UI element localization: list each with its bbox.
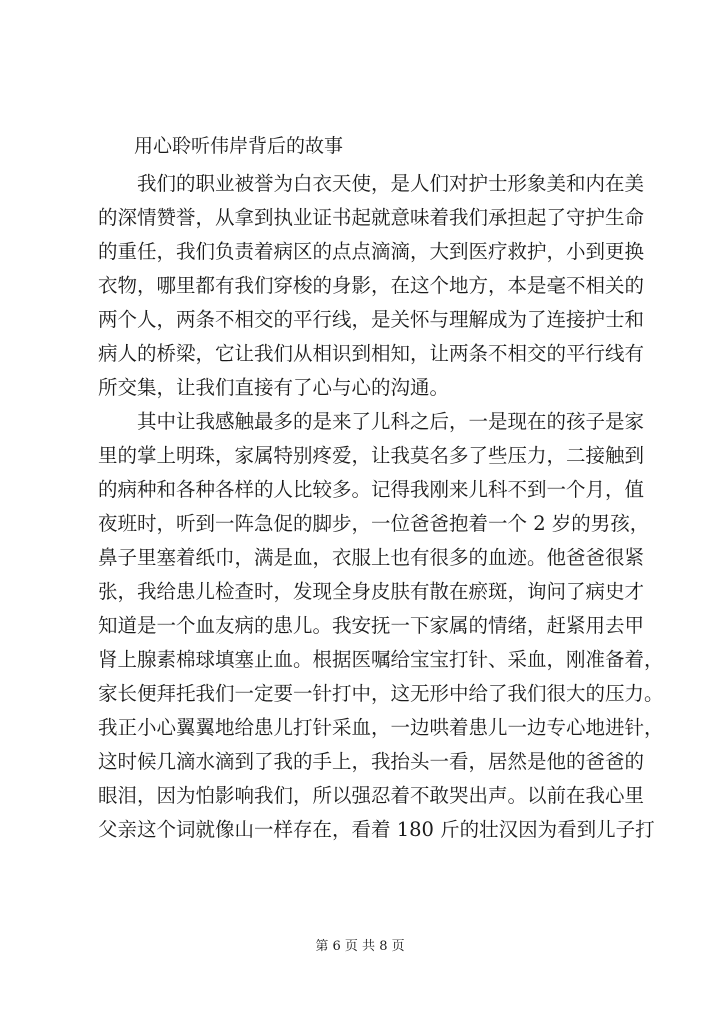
paragraph-line: 家长便拜托我们一定要一针打中，这无形中给了我们很大的压力。 — [98, 682, 664, 705]
page-number-footer: 第 6 页 共 8 页 — [315, 939, 405, 954]
paragraph-line: 两个人，两条不相交的平行线，是关怀与理解成为了连接护士和 — [98, 308, 645, 331]
paragraph-line: 我们的职业被誉为白衣天使，是人们对护士形象美和内在美 — [137, 172, 645, 195]
paragraph-line: 我正小心翼翼地给患儿打针采血，一边哄着患儿一边专心地进针， — [98, 716, 664, 739]
paragraph-line: 所交集，让我们直接有了心与心的沟通。 — [98, 376, 450, 399]
paragraph-line: 肾上腺素棉球填塞止血。根据医嘱给宝宝打针、采血，刚准备着， — [98, 648, 664, 671]
paragraph-line: 知道是一个血友病的患儿。我安抚一下家属的情绪，赶紧用去甲 — [98, 614, 645, 637]
paragraph-line: 夜班时，听到一阵急促的脚步，一位爸爸抱着一个 2 岁的男孩， — [98, 512, 650, 535]
paragraph-line: 的深情赞誉，从拿到执业证书起就意味着我们承担起了守护生命 — [98, 206, 645, 229]
paragraph-line: 张，我给患儿检查时，发现全身皮肤有散在瘀斑，询问了病史才 — [98, 580, 645, 603]
document-body — [98, 167, 664, 847]
paragraph-line: 里的掌上明珠，家属特别疼爱，让我莫名多了些压力，二接触到 — [98, 444, 645, 467]
paragraph-line: 这时候几滴水滴到了我的手上，我抬头一看，居然是他的爸爸的 — [98, 750, 645, 773]
document-title: 用心聆听伟岸背后的故事 — [134, 135, 344, 157]
paragraph-line: 其中让我感触最多的是来了儿科之后，一是现在的孩子是家 — [137, 410, 645, 433]
paragraph-line: 父亲这个词就像山一样存在，看着 180 斤的壮汉因为看到儿子打 — [98, 818, 655, 841]
paragraph-line: 的病种和各种各样的人比较多。记得我刚来儿科不到一个月，值 — [98, 478, 645, 501]
paragraph-line: 衣物，哪里都有我们穿梭的身影，在这个地方，本是毫不相关的 — [98, 274, 645, 297]
paragraph-line: 的重任，我们负责着病区的点点滴滴，大到医疗救护，小到更换 — [98, 240, 645, 263]
paragraph-line: 鼻子里塞着纸巾，满是血，衣服上也有很多的血迹。他爸爸很紧 — [98, 546, 645, 569]
paragraph-line: 眼泪，因为怕影响我们，所以强忍着不敢哭出声。以前在我心里 — [98, 784, 645, 807]
paragraph-line: 病人的桥梁，它让我们从相识到相知，让两条不相交的平行线有 — [98, 342, 645, 365]
